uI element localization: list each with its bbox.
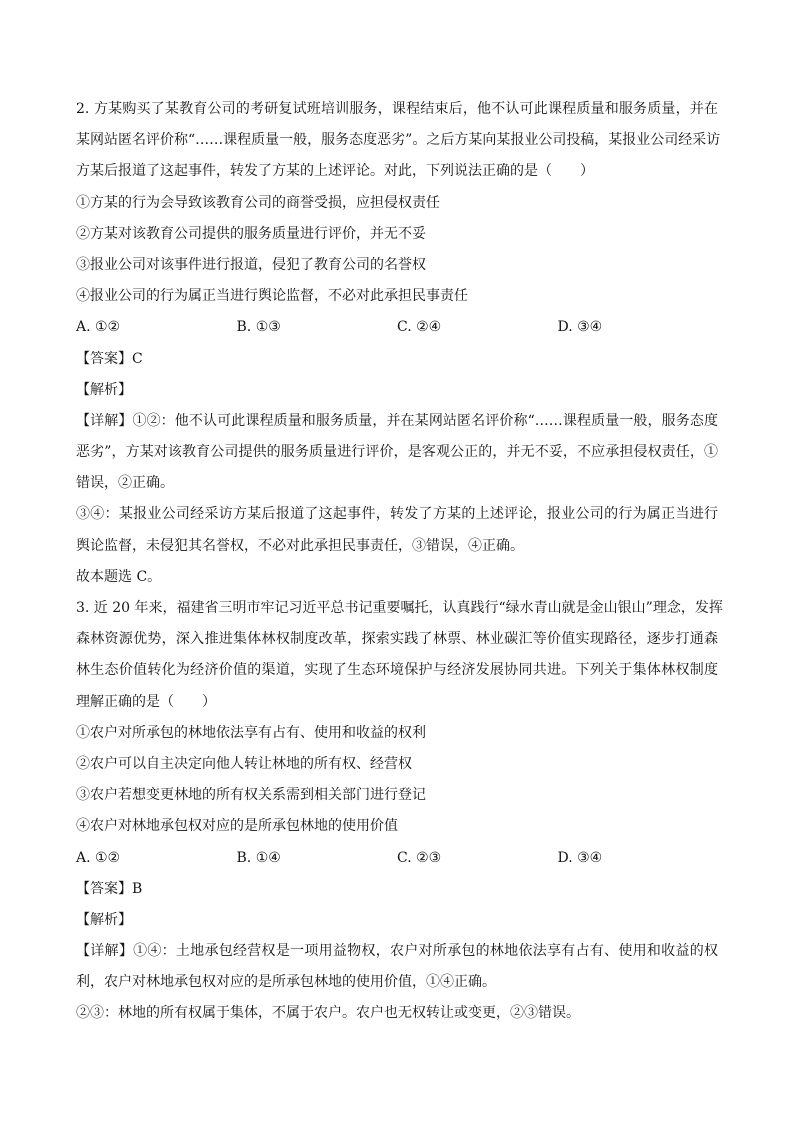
option-a: A. ①② <box>76 849 121 866</box>
option-b: B. ①④ <box>236 849 281 866</box>
answer-label: 【答案】B <box>76 880 143 897</box>
detail-line: ③④：某报业公司经采访方某后报道了这起事件，转发了方某的上述评论，报业公司的行为属正当进行 <box>76 506 718 523</box>
option-d: D. ③④ <box>557 319 603 336</box>
options-row <box>76 312 718 343</box>
statement-3: ③报业公司对该事件进行报道，侵犯了教育公司的名誉权 <box>76 256 426 273</box>
question-stem-line: 某网站匿名评价称“……课程质量一般，服务态度恶劣”。之后方某向某报业公司投稿，某报业公司经采访 <box>76 132 721 149</box>
question-stem-line: 方某后报道了这起事件，转发了方某的上述评论。对此，下列说法正确的是（ ） <box>76 163 594 180</box>
detail-line: 【详解】①④：土地承包经营权是一项用益物权，农户对所承包的林地依法享有占有、使用和收益的权 <box>76 943 718 960</box>
answer-label: 【答案】C <box>76 350 143 367</box>
statement-2: ②农户可以自主决定向他人转让林地的所有权、经营权 <box>76 755 412 772</box>
option-a: A. ①② <box>76 319 121 336</box>
question-stem-line: 森林资源优势，深入推进集体林权制度改革，探索实践了林票、林业碳汇等价值实现路径，逐步打通森 <box>76 631 718 648</box>
options-row <box>76 843 718 874</box>
option-b: B. ①③ <box>236 319 281 336</box>
detail-line: 错误，②正确。 <box>76 475 174 492</box>
question-3 <box>76 593 723 1030</box>
statement-1: ①方某的行为会导致该教育公司的商誉受损，应担侵权责任 <box>76 194 440 211</box>
analysis-label: 【解析】 <box>76 381 132 398</box>
option-c: C. ②③ <box>397 849 442 866</box>
detail-line: 利，农户对林地承包权对应的是所承包林地的使用价值，①④正确。 <box>76 974 496 991</box>
statement-4: ④农户对林地承包权对应的是所承包林地的使用价值 <box>76 818 398 835</box>
question-stem-line: 林生态价值转化为经济价值的渠道，实现了生态环境保护与经济发展协同共进。下列关于集体林权制度 <box>76 662 718 679</box>
question-stem-line: 3. 近 20 年来，福建省三明市牢记习近平总书记重要嘱托，认真践行“绿水青山就是金山银山”理念，发挥 <box>76 600 723 616</box>
question-2 <box>76 94 721 593</box>
option-d: D. ③④ <box>557 849 603 866</box>
statement-4: ④报业公司的行为属正当进行舆论监督，不必对此承担民事责任 <box>76 288 468 305</box>
document-content <box>76 94 723 1030</box>
option-c: C. ②④ <box>397 319 442 336</box>
detail-line: 【详解】①②：他不认可此课程质量和服务质量，并在某网站匿名评价称“……课程质量一般，服务态度 <box>76 412 718 429</box>
detail-line: ②③：林地的所有权属于集体，不属于农户。农户也无权转让或变更，②③错误。 <box>76 1005 580 1022</box>
statement-2: ②方某对该教育公司提供的服务质量进行评价，并无不妥 <box>76 225 426 242</box>
analysis-label: 【解析】 <box>76 911 132 928</box>
question-stem-line: 2. 方某购买了某教育公司的考研复试班培训服务，课程结束后，他不认可此课程质量和服务质量，并在 <box>76 101 718 117</box>
question-stem-line: 理解正确的是（ ） <box>76 693 216 710</box>
statement-1: ①农户对所承包的林地依法享有占有、使用和收益的权利 <box>76 724 426 741</box>
detail-line: 舆论监督，未侵犯其名誉权，不必对此承担民事责任，③错误，④正确。 <box>76 537 524 554</box>
detail-line: 恶劣”，方某对该教育公司提供的服务质量进行评价，是客观公正的，并无不妥，不应承担侵权责任，① <box>76 444 718 461</box>
statement-3: ③农户若想变更林地的所有权关系需到相关部门进行登记 <box>76 787 426 804</box>
conclusion: 故本题选 C。 <box>76 568 162 585</box>
